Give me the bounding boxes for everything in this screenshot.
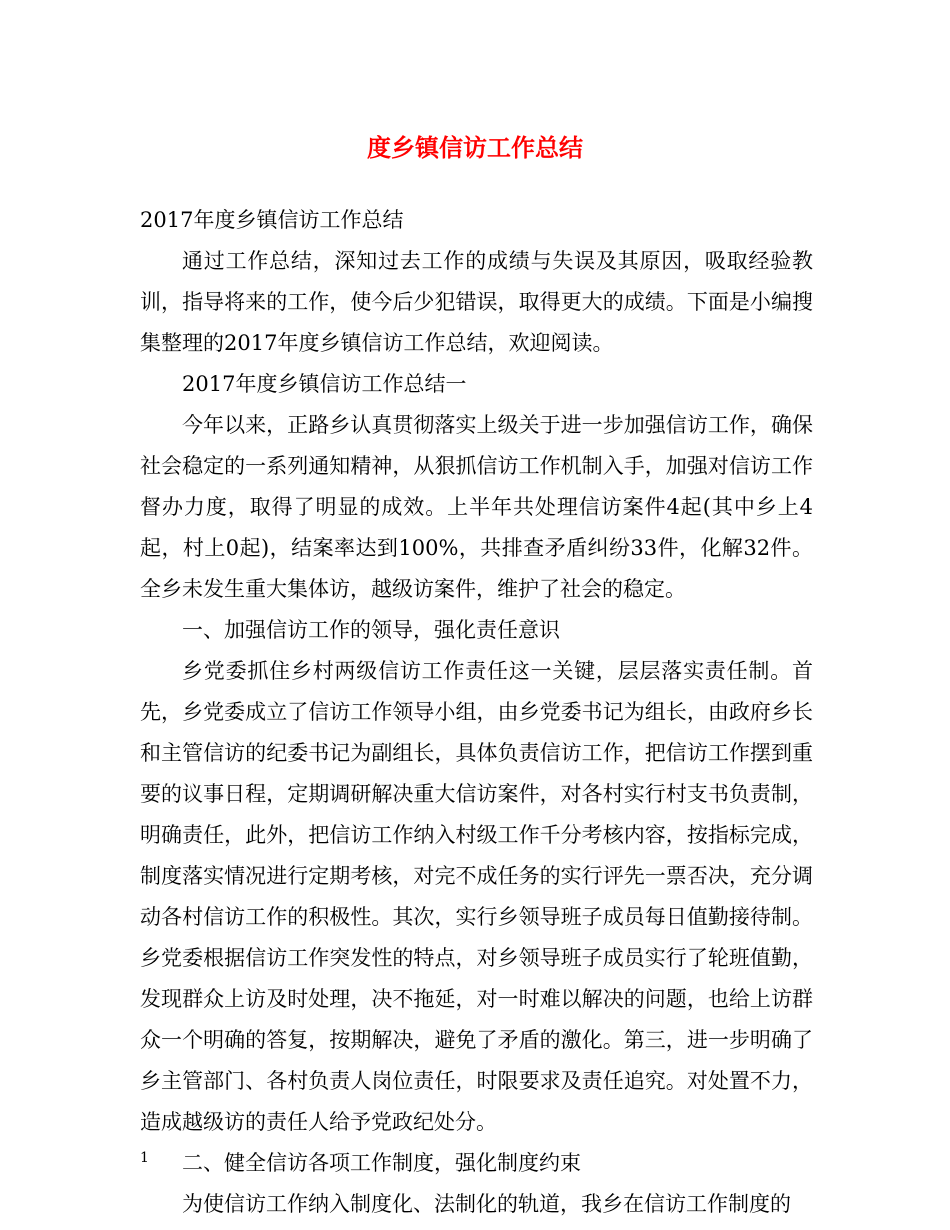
section-heading-2: 二、健全信访各项工作制度，强化制度约束 xyxy=(182,1151,581,1175)
document-title: 度乡镇信访工作总结 xyxy=(367,133,583,162)
section-1-paragraph: 乡党委抓住乡村两级信访工作责任这一关键，层层落实责任制。首先，乡党委成立了信访工作领导小组，由乡党委书记为组长，由政府乡长和主管信访的纪委书记为副组长，具体负责信访工作，把信访工作摆到重要的议事日程，定期调研解决重大信访案件，对各村实行村支书负责制，明确责任，此外，把信访工作纳入村级工作千分考核内容，按指标完成，制度落实情况进行定期考核，对完不成任务的实行评先一票否决，充分调动各村信访工作的积极性。其次，实行乡领导班子成员每日值勤接待制。乡党委根据信访工作突发性的特点，对乡领导班子成员实行了轮班值勤，发现群众上访及时处理，决不拖延，对一时难以解决的问题，也给上访群众一个明确的答复，按期解决，避免了矛盾的激化。第三，进一步明确了乡主管部门、各村负责人岗位责任，时限要求及责任追究。对处置不力，造成越级访的责任人给予党政纪处分。 xyxy=(140,659,813,1134)
intro-paragraph: 通过工作总结，深知过去工作的成绩与失误及其原因，吸取经验教训，指导将来的工作，使今后少犯错误，取得更大的成绩。下面是小编搜集整理的2017年度乡镇信访工作总结，欢迎阅读。 xyxy=(140,249,813,355)
document-body xyxy=(140,200,813,1225)
section-heading-1: 一、加强信访工作的领导，强化责任意识 xyxy=(182,618,560,642)
page-number: 1 xyxy=(140,1150,149,1166)
section-2-paragraph: 为使信访工作纳入制度化、法制化的轨道，我乡在信访工作制度的 xyxy=(182,1192,791,1216)
subtitle-line: 2017年度乡镇信访工作总结 xyxy=(140,208,404,232)
section-heading-summary-one: 2017年度乡镇信访工作总结一 xyxy=(182,372,467,396)
overview-paragraph: 今年以来，正路乡认真贯彻落实上级关于进一步加强信访工作，确保社会稳定的一系列通知精神，从狠抓信访工作机制入手，加强对信访工作督办力度，取得了明显的成效。上半年共处理信访案件4起(其中乡上4起，村上0起)，结案率达到100%，共排查矛盾纠纷33件，化解32件。全乡未发生重大集体访，越级访案件，维护了社会的稳定。 xyxy=(140,413,813,601)
